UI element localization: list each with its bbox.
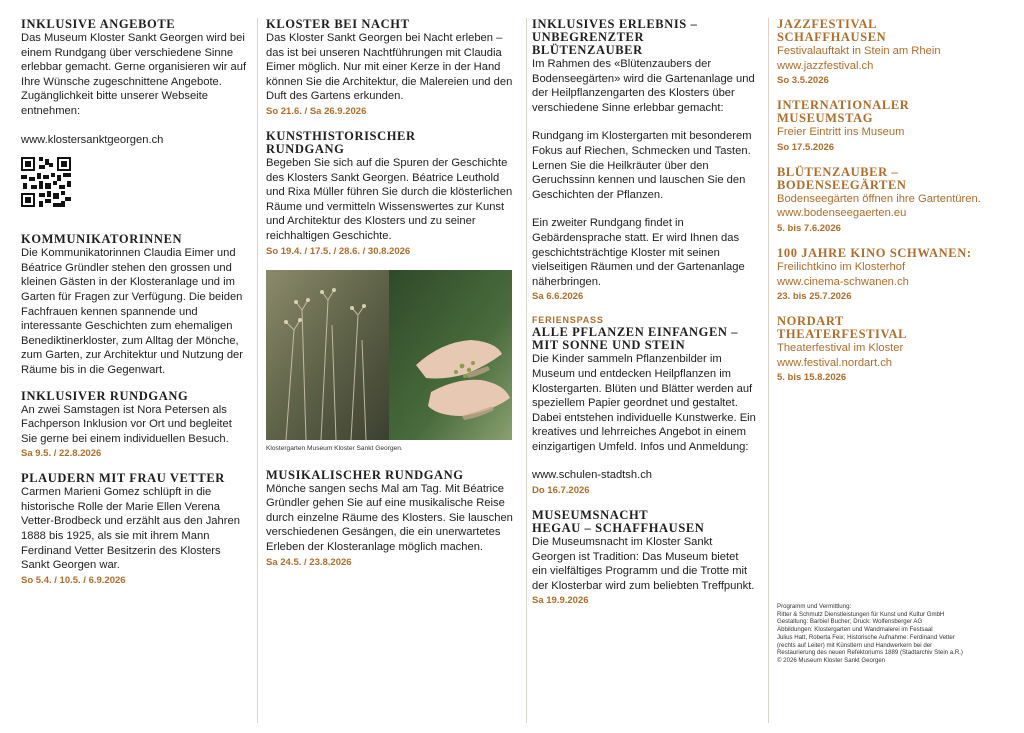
section-kommunikatorinnen — [21, 233, 251, 377]
title-line: NORDART — [777, 314, 844, 329]
section-text: Freier Eintritt ins Museum — [777, 126, 905, 139]
column-divider — [768, 18, 769, 723]
event-date: Sa 9.5. / 22.8.2026 — [21, 448, 102, 460]
title-line: MIT SONNE UND STEIN — [532, 338, 686, 353]
section-text: Carmen Marieni Gomez schlüpft in die historische Rolle der Marie Ellen Verena Vetter-Brodbeck und erzählt aus den Jahren 1888 bis 1925, als sie mit ihrem Mann Ferdinand Vetter Besitzerin des Klosters Sankt Georgen war. — [21, 486, 240, 572]
title-line: JAZZFESTIVAL — [777, 17, 878, 31]
section-title: KOMMUNIKATORINNEN — [21, 232, 183, 247]
section-title: MUSIKALISCHER RUNDGANG — [266, 467, 464, 482]
credits-line: Programm und Vermittlung: — [777, 603, 852, 610]
section-text: Mönche sangen sechs Mal am Tag. Mit Béatrice Gründler gehen Sie auf eine musikalische Reise durch einzelne Räume des Klosters. Sie lauschen verschiedenen Gesängen, die ein unerwartetes Erleben der Klosteranlage möglich machen. — [266, 482, 513, 553]
event-date: 5. bis 7.6.2026 — [777, 222, 841, 234]
credits-block — [777, 603, 1013, 665]
credits-line: © 2026 Museum Kloster Sankt Georgen — [777, 656, 886, 664]
title-line: SCHAFFHAUSEN — [777, 30, 887, 44]
section-text: Die Kinder sammeln Pflanzenbilder im Museum und entdecken Heilpflanzen im Klostergarten. Blüten und Blätter werden auf speziellem Papier geordnet und gestaltet. Dabei entstehen individuelle Kunstwerke. Ein kreatives und lehrreiches Angebot in einem einzigartigen Umfeld. Infos und Anmeldung: — [532, 353, 756, 453]
section-text: Das Museum Kloster Sankt Georgen wird bei einem Rundgang über verschiedene Sinne erlebbar gemacht. Gerne organisieren wir auf Ihre Wünsche zugeschnittene Angebote. Zugänglichkeit bitte unserer Webseite entnehmen: — [21, 32, 247, 117]
event-date: Sa 6.6.2026 — [532, 291, 584, 303]
title-line: MUSEUMSTAG — [777, 111, 874, 126]
title-line: KUNSTHISTORISCHER — [266, 128, 416, 143]
title-line: THEATERFESTIVAL — [777, 327, 908, 342]
event-date: So 5.4. / 10.5. / 6.9.2026 — [21, 574, 126, 586]
column-3 — [532, 18, 764, 733]
section-nordart — [777, 315, 1001, 384]
section-title — [777, 315, 1001, 341]
event-date: So 17.5.2026 — [777, 141, 835, 153]
section-title: 100 JAHRE KINO SCHWANEN: — [777, 245, 972, 260]
credits-line: Restaurierung des neuen Refektoriums 1889 (Stadtarchiv Stein a.R.) — [777, 649, 963, 657]
section-kunsthistorischer-rundgang — [266, 130, 514, 258]
section-text: Ein zweiter Rundgang findet in Gebärdensprache statt. Er wird Ihnen das geschichtsträchtige Kloster mit seinen vielseitigen Räumen und der Gartenanlage näherbringen. — [532, 217, 745, 288]
section-inklusiver-rundgang — [21, 390, 251, 461]
section-plaudern — [21, 472, 251, 587]
event-date: Do 16.7.2026 — [532, 485, 590, 497]
column-2 — [264, 18, 522, 733]
section-musikalischer-rundgang — [266, 469, 514, 569]
title-line: INTERNATIONALER — [777, 98, 910, 113]
title-line: HEGAU – SCHAFFHAUSEN — [532, 521, 705, 536]
qr-code-icon[interactable] — [21, 157, 71, 207]
column-1 — [21, 18, 259, 733]
credits-line: Abbildungen: Klostergarten und Wandmalerei im Festsaal — [777, 626, 933, 634]
section-text: Rundgang im Klostergarten mit besonderem Fokus auf Riechen, Schmecken und Tasten. Lernen Sie die Heilkräuter über den Geruchssinn kennen und lauschen Sie den Geschichten der Pflanzen. — [532, 130, 752, 201]
title-line: RUNDGANG — [266, 141, 345, 156]
section-title — [777, 18, 1001, 44]
section-title — [777, 166, 1001, 192]
title-line: BODENSEEGÄRTEN — [777, 177, 907, 192]
website-link[interactable]: www.jazzfestival.ch — [777, 59, 874, 72]
section-text: Die Museumsnacht im Kloster Sankt Georgen ist Tradition: Das Museum bietet ein vielfältiges Programm und die Trotte mit der Klosterbar wird zum beliebten Treffpunkt. — [532, 536, 755, 592]
section-title — [532, 18, 756, 57]
section-text: Das Kloster Sankt Georgen bei Nacht erleben – das ist bei unseren Nachtführungen mit Claudia Eimer möglich. Nur mit einer Kerze in der Hand können Sie die Architektur, die Malereien und den Duft des Gartens erkunden. — [266, 32, 513, 103]
event-date: Sa 24.5. / 23.8.2026 — [266, 556, 352, 568]
credits-line: (rechts auf Leiter) mit Künstlern und Handwerkern bei der — [777, 641, 933, 649]
title-line: BLÜTENZAUBER – — [777, 164, 899, 179]
section-text: Theaterfestival im Kloster — [777, 342, 904, 355]
section-museumsnacht — [532, 509, 756, 607]
section-title: PLAUDERN MIT FRAU VETTER — [21, 471, 225, 486]
section-text: Bodenseegärten öffnen ihre Gartentüren. — [777, 192, 981, 205]
section-text: Im Rahmen des «Blütenzaubers der Bodenseegärten» wird die Gartenanlage und der Heilpflanzengarten des Klosters über verschiedene Sinne erlebbar gemacht: — [532, 58, 755, 114]
section-kino-schwanen — [777, 247, 1001, 303]
title-line: UNBEGRENZTER BLÜTENZAUBER — [532, 30, 645, 57]
section-title — [532, 326, 756, 352]
website-link[interactable]: www.klostersanktgeorgen.ch — [21, 133, 164, 146]
section-title: INKLUSIVER RUNDGANG — [21, 388, 189, 403]
section-inklusive-angebote — [21, 18, 251, 207]
section-bluetenzauber — [777, 166, 1001, 235]
section-museumstag — [777, 99, 1001, 154]
section-title: INKLUSIVE ANGEBOTE — [21, 17, 176, 31]
title-line: MUSEUMSNACHT — [532, 508, 649, 523]
website-link[interactable]: www.cinema-schwanen.ch — [777, 275, 909, 288]
event-date: Sa 19.9.2026 — [532, 595, 589, 607]
event-date: 23. bis 25.7.2026 — [777, 291, 852, 303]
photo-caption: Klostergarten Museum Kloster Sankt Georgen. — [266, 444, 403, 452]
credits-line: Gestaltung: Barbiel Bucher; Druck: Wolfensberger AG — [777, 618, 923, 626]
event-date: So 19.4. / 17.5. / 28.6. / 30.8.2026 — [266, 245, 411, 257]
section-ferienspass — [532, 315, 756, 497]
column-divider — [526, 18, 527, 723]
section-jazzfestival — [777, 18, 1001, 87]
section-text: Begeben Sie sich auf die Spuren der Geschichte des Klosters Sankt Georgen. Béatrice Leuthold und Rixa Müller führen Sie durch die klösterlichen Räume und vermitteln Wissenswertes zur Kunst und Architektur des Klosters und zu seiner reichhaltigen Geschichte. — [266, 156, 513, 242]
website-link[interactable]: www.festival.nordart.ch — [777, 356, 893, 369]
section-text: Die Kommunikatorinnen Claudia Eimer und Béatrice Gründler stehen den grossen und kleinen Gästen in der Klosteranlage und im Garten für Fragen zur Verfügung. Die beiden Fachfrauen kennen spannende und interessante Geschichten zum ehemaligen Benediktinerkloster, zum Alltag der Mönche, zum Garten, zur Architektur und Nutzung der Räume bis in die Gegenwart. — [21, 247, 243, 376]
section-text: An zwei Samstagen ist Nora Petersen als Fachperson Inklusion vor Ort und begleitet Sie gerne bei einem individuellen Besuch. — [21, 403, 232, 445]
section-title — [266, 130, 514, 156]
section-kloster-bei-nacht — [266, 18, 514, 118]
website-link[interactable]: www.schulen-stadtsh.ch — [532, 469, 653, 482]
credits-line: Ritter & Schmutz Dienstleistungen für Kunst und Kultur GmbH — [777, 610, 945, 618]
section-text: Freilichtkino im Klosterhof — [777, 260, 906, 273]
section-inklusives-erlebnis — [532, 18, 756, 303]
section-title — [777, 99, 1001, 125]
section-title — [532, 509, 756, 535]
event-date: So 21.6. / Sa 26.9.2026 — [266, 105, 367, 117]
event-date: So 3.5.2026 — [777, 75, 829, 87]
event-date: 5. bis 15.8.2026 — [777, 372, 847, 384]
credits-line: Julius Hatt, Roberta Feix; Historische Aufnahme: Ferdinand Vetter — [777, 633, 955, 641]
section-text: Festivalauftakt in Stein am Rhein — [777, 45, 941, 57]
title-line: INKLUSIVES ERLEBNIS – — [532, 17, 698, 31]
title-line: ALLE PFLANZEN EINFANGEN – — [532, 325, 739, 340]
section-kicker: FERIENSPASS — [532, 315, 604, 326]
garden-photo — [266, 270, 512, 440]
website-link[interactable]: www.bodenseegaerten.eu — [777, 207, 907, 220]
section-title: KLOSTER BEI NACHT — [266, 17, 410, 31]
